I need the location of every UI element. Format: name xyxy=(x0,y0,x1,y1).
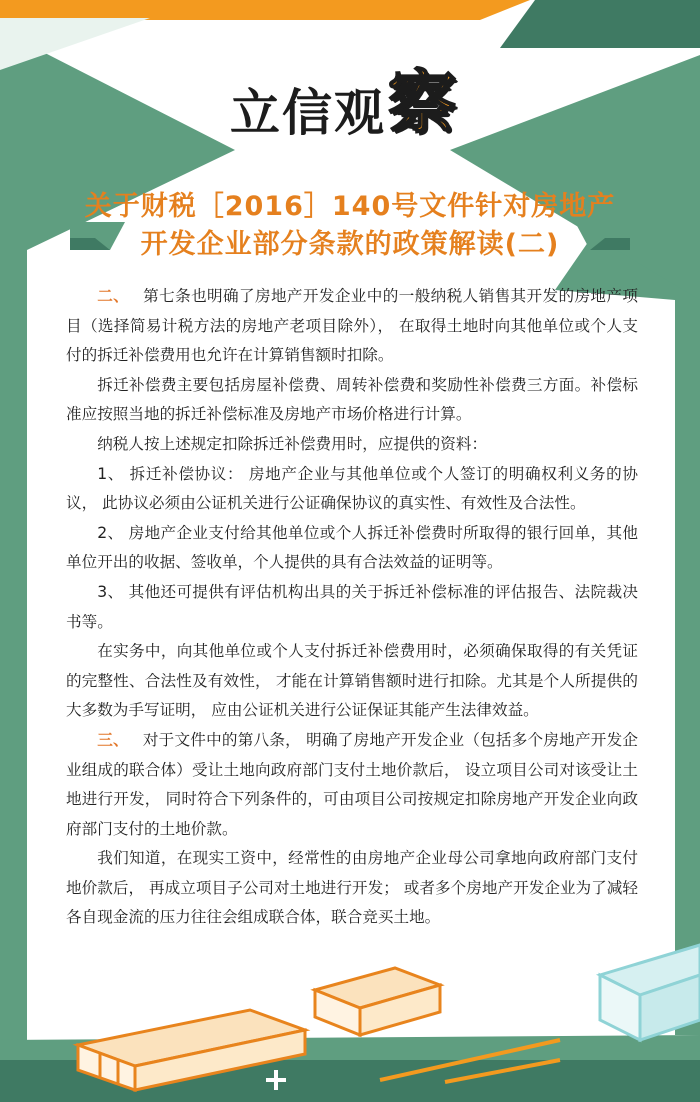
page-title-line-2: 开发企业部分条款的政策解读(二) xyxy=(140,229,560,260)
paragraph xyxy=(66,282,638,371)
brand-main-text: 立信观 xyxy=(230,84,386,142)
paragraph xyxy=(66,637,638,726)
section-marker: 三、 xyxy=(97,730,129,749)
article-body xyxy=(66,282,638,933)
paragraph xyxy=(66,371,638,430)
paragraph-text: 在实务中，向其他单位或个人支付拆迁补偿费用时，必须确保取得的有关凭证的完整性、合法性及有效性， 才能在计算销售额时进行扣除。尤其是个人所提供的大多数为手写证明， 应由公证机关进行公证保证其能产生法律效益。 xyxy=(66,642,638,720)
paragraph-text: 第七条也明确了房地产开发企业中的一般纳税人销售其开发的房地产项目（选择简易计税方法的房地产老项目除外）， 在取得土地时向其他单位或个人支付的拆迁补偿费用也允许在计算销售额时扣除。 xyxy=(66,287,638,365)
paragraph xyxy=(66,519,638,578)
paragraph xyxy=(66,460,638,519)
paragraph-text: 3、 其他还可提供有评估机构出具的关于拆迁补偿标准的评估报告、法院裁决书等。 xyxy=(66,582,638,631)
paragraph-text: 1、 拆迁补偿协议： 房地产企业与其他单位或个人签订的明确权利义务的协议， 此协议必须由公证机关进行公证确保协议的真实性、有效性及合法性。 xyxy=(66,464,638,513)
page-title-line-1: 关于财税［2016］140号文件针对房地产 xyxy=(84,191,616,222)
paragraph xyxy=(66,726,638,844)
brand-accent-text: 察 xyxy=(388,64,457,143)
paragraph-text: 拆迁补偿费主要包括房屋补偿费、周转补偿费和奖励性补偿费三方面。补偿标准应按照当地的拆迁补偿标准及房地产市场价格进行计算。 xyxy=(66,375,638,424)
brand-logo xyxy=(230,58,457,143)
paragraph xyxy=(66,578,638,637)
paragraph-text: 对于文件中的第八条， 明确了房地产开发企业（包括多个房地产开发企业组成的联合体）受让土地向政府部门支付土地价款后， 设立项目公司对该受让土地进行开发， 同时符合下列条件的，可由项目公司按规定扣除房地产开发企业向政府部门支付的土地价款。 xyxy=(66,730,638,838)
paragraph-text: 我们知道，在现实工资中，经常性的由房地产企业母公司拿地向政府部门支付地价款后， 再成立项目子公司对土地进行开发； 或者多个房地产开发企业为了减轻各自现金流的压力往往会组成联合体，联合竞买土地。 xyxy=(66,849,638,927)
paragraph-text: 2、 房地产企业支付给其他单位或个人拆迁补偿费时所取得的银行回单，其他单位开出的收据、签收单，个人提供的具有合法效益的证明等。 xyxy=(66,523,638,572)
paragraph xyxy=(66,844,638,933)
paragraph xyxy=(66,430,638,460)
paragraph-text: 纳税人按上述规定扣除拆迁补偿费用时，应提供的资料： xyxy=(97,434,488,453)
section-marker: 二、 xyxy=(97,287,130,305)
